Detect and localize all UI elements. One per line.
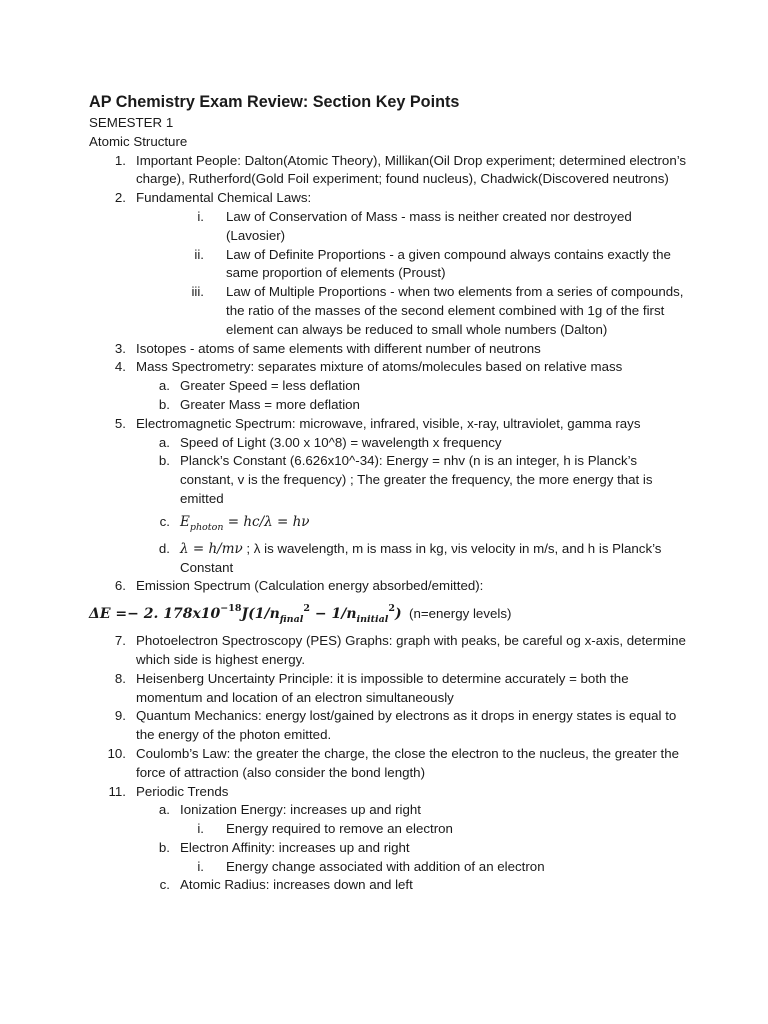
sub-list-item: a. Speed of Light (3.00 x 10^8) = wavelength x frequency [158,434,502,450]
sub-list-item: ii. Law of Definite Proportions - a given compound always contains exactly the same proportion of elements (Proust) [194,246,671,281]
emission-equation: ΔE =− 2. $178x10^{-18}J(1/n_{final}^2 - 1/n_{initial}^2)$ (n=energy levels) [89,603,512,626]
list-item: 4. Mass Spectrometry: separates mixture of atoms/molecules based on relative mass [114,359,623,375]
list-item: 10. Coulomb’s Law: the greater the charge, the close the electron to the nucleus, the greater the force of attraction (also consider the bond length) [107,745,680,780]
list-item: 7. Photoelectron Spectroscopy (PES) Graphs: graph with peaks, be careful og x-axis, determine which side is highest energy. [114,633,686,667]
sub-sub-list-item: i. Energy change associated with addition of an electron [197,858,545,874]
list-item: 8. Heisenberg Uncertainty Principle: it is impossible to determine accurately = both the momentum and location of an electron simultaneously [114,670,629,705]
sub-list-item: a. Greater Speed = less deflation [158,378,360,394]
sub-list-item: a. Ionization Energy: increases up and right [158,802,421,818]
de-broglie-equation: λ = h/mν [180,540,243,557]
sub-sub-list-item: i. Energy required to remove an electron [197,821,453,837]
semester-label: SEMESTER 1 [89,115,174,130]
sub-list-item: c. Atomic Radius: increases down and left [159,877,413,893]
list-item: 1. Important People: Dalton(Atomic Theory), Millikan(Oil Drop experiment; determined electron’s charge), Rutherford(Gold Foil experiment; found nucleus), Chadwick(Discovered neutrons) [114,152,687,187]
sub-list-item: d. λ = h/mν ; λ is wavelength, m is mass in kg, νis velocity in m/s, and h is Planck’s Constant [158,540,662,575]
list-item: 2. Fundamental Chemical Laws: [114,190,312,206]
photon-energy-equation: $E_{photon} = hc/\lambda = h\nu$ [180,513,310,533]
sub-list-item: b. Planck’s Constant (6.626x10^-34): Energy = nhv (n is an integer, h is Planck’s constant, v is the frequency) ; The greater the frequency, the more energy that is emitted [158,453,653,506]
sub-list-item-equation: c. $E_{photon} = hc/\lambda = h\nu$ [159,513,310,533]
list-item: 6. Emission Spectrum (Calculation energy absorbed/emitted): [114,578,484,594]
section-heading: Atomic Structure [89,133,188,149]
sub-list-item: b. Greater Mass = more deflation [158,396,360,412]
list-item: 9. Quantum Mechanics: energy lost/gained by electrons as it drops in energy states is equal to the energy of the photon emitted. [114,708,677,743]
list-item: 5. Electromagnetic Spectrum: microwave, infrared, visible, x-ray, ultraviolet, gamma rays [114,415,641,431]
list-item: 3. Isotopes - atoms of same elements with different number of neutrons [114,340,541,356]
document-body [89,92,689,895]
sub-list-item: i. Law of Conservation of Mass - mass is neither created nor destroyed (Lavosier) [197,208,632,243]
sub-list-item: b. Electron Affinity: increases up and right [158,839,410,855]
list-item: 11. Periodic Trends [108,783,229,799]
sub-list-item: iii. Law of Multiple Proportions - when two elements from a series of compounds, the ratio of the masses of the second element combined with 1g of the first element can always be reduced to small whole numbers (Dalton) [191,284,684,337]
page-title: AP Chemistry Exam Review: Section Key Points [89,93,460,111]
